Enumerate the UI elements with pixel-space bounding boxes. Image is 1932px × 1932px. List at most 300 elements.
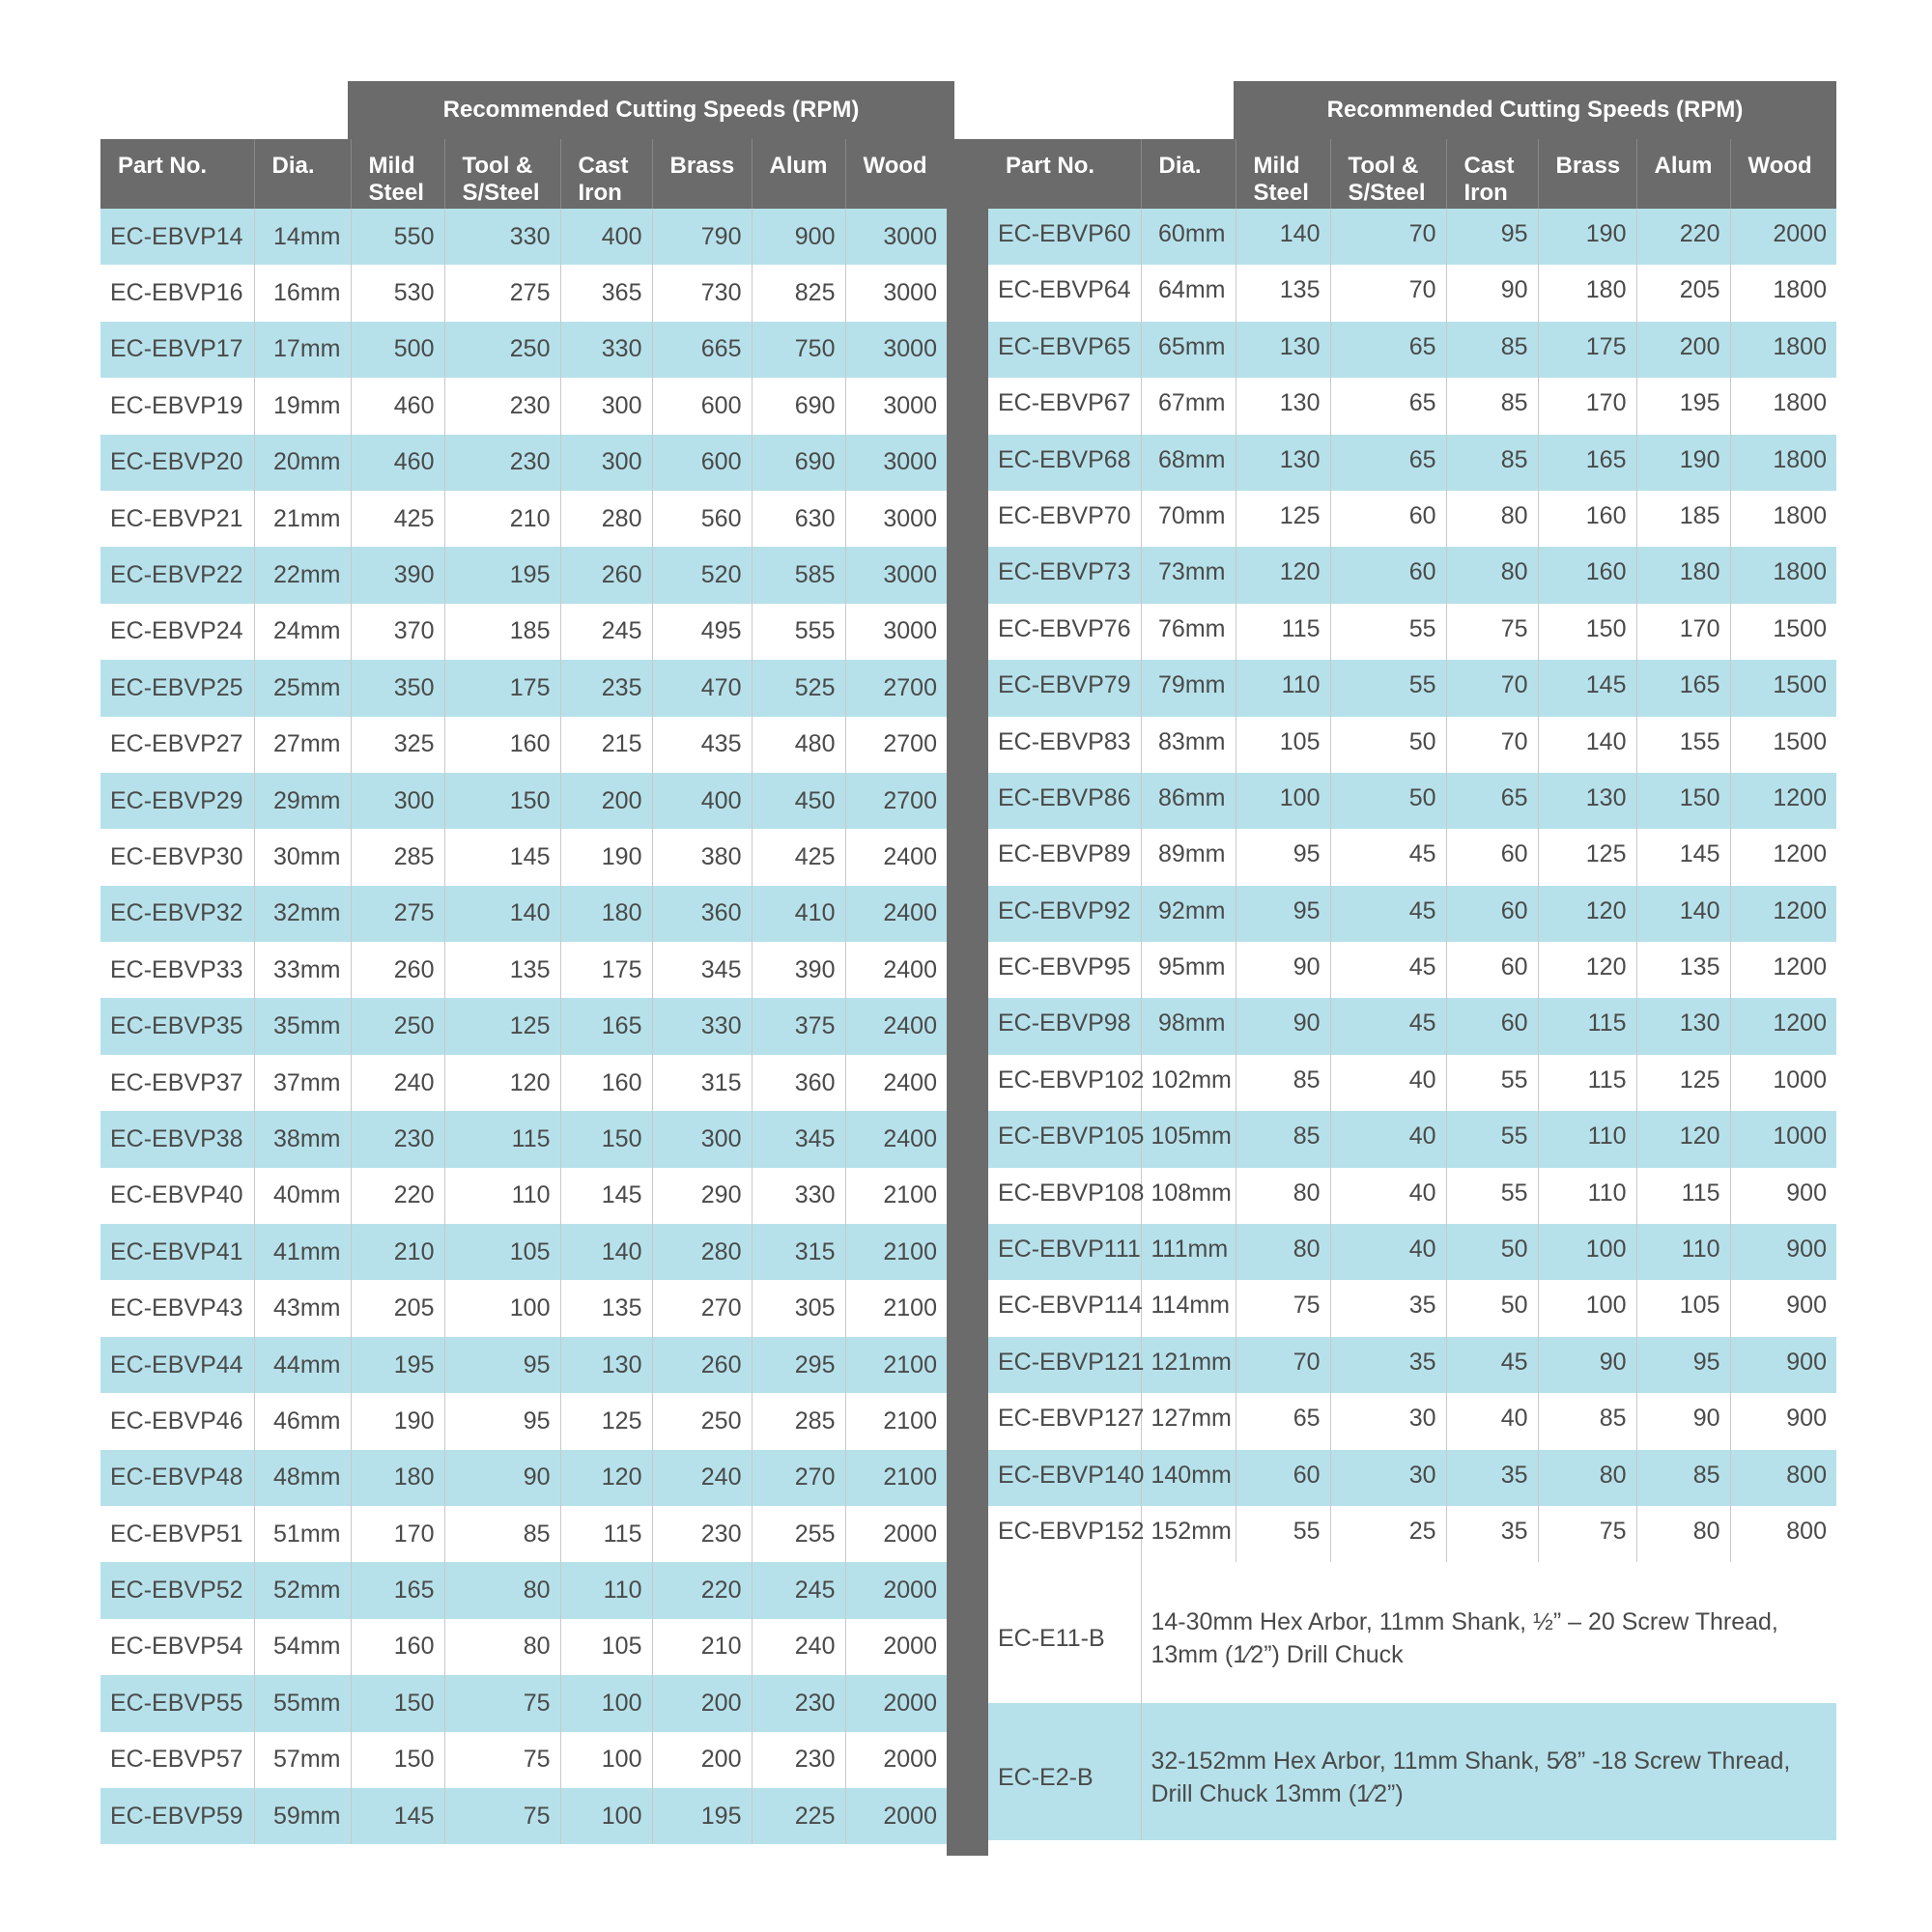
- cell-dia: 19mm: [254, 378, 351, 434]
- cell-alum: 410: [752, 886, 845, 942]
- cell-tool-steel: 150: [444, 773, 560, 829]
- cell-cast-iron: 300: [560, 378, 652, 434]
- cell-alum: 900: [752, 209, 845, 265]
- cell-part-no: EC-EBVP86: [988, 773, 1141, 829]
- table-row: [100, 265, 947, 321]
- cell-brass: 125: [1538, 829, 1636, 885]
- cell-brass: 665: [652, 322, 752, 378]
- cell-mild-steel: 260: [351, 942, 444, 998]
- cell-alum: 245: [752, 1562, 845, 1618]
- cell-tool-steel: 65: [1330, 378, 1446, 434]
- cell-tool-steel: 95: [444, 1337, 560, 1393]
- cell-tool-steel: 140: [444, 886, 560, 942]
- cell-part-no: EC-EBVP140: [988, 1450, 1141, 1506]
- cell-cast-iron: 60: [1446, 829, 1538, 885]
- table-row: [100, 1055, 947, 1111]
- cell-cast-iron: 180: [560, 886, 652, 942]
- column-header-row: [100, 139, 947, 209]
- cell-alum: 305: [752, 1280, 845, 1336]
- cell-mild-steel: 550: [351, 209, 444, 265]
- cell-wood: 3000: [845, 378, 947, 434]
- cell-part-no: EC-EBVP64: [998, 276, 1131, 304]
- cell-cast-iron: 330: [560, 322, 652, 378]
- cell-wood: 1800: [1730, 265, 1836, 321]
- cell-brass: 600: [652, 435, 752, 491]
- table-row: [988, 1450, 1836, 1506]
- cell-brass: 115: [1538, 1055, 1636, 1111]
- table-row: [100, 322, 947, 378]
- cell-dia: 76mm: [1141, 604, 1236, 660]
- cell-dia: 95mm: [1141, 942, 1236, 998]
- column-header-alum: Alum: [1636, 139, 1730, 209]
- cell-mild-steel: 85: [1236, 1055, 1330, 1111]
- cell-brass: 175: [1538, 322, 1636, 378]
- cell-mild-steel: 120: [1236, 547, 1330, 603]
- cell-part-no: EC-EBVP19: [110, 391, 243, 419]
- cell-alum: 825: [752, 265, 845, 321]
- table-row: [988, 660, 1836, 716]
- cell-brass: 210: [652, 1619, 752, 1675]
- cell-wood: 2400: [845, 886, 947, 942]
- cell-wood: 2400: [845, 942, 947, 998]
- cell-part-no: EC-EBVP32: [100, 886, 254, 942]
- cell-mild-steel: 195: [351, 1337, 444, 1393]
- cell-cast-iron: 55: [1446, 1168, 1538, 1224]
- column-header-alum: Alum: [752, 139, 845, 209]
- cell-tool-steel: 40: [1330, 1055, 1446, 1111]
- cell-dia: 70mm: [1141, 491, 1236, 547]
- cell-tool-steel: 330: [444, 209, 560, 265]
- cell-part-no: EC-EBVP29: [100, 773, 254, 829]
- cell-wood: 900: [1730, 1337, 1836, 1393]
- table-row: [988, 322, 1836, 378]
- cell-alum: 360: [752, 1055, 845, 1111]
- cell-brass: 400: [652, 773, 752, 829]
- cell-alum: 140: [1636, 886, 1730, 942]
- cell-cast-iron: 100: [560, 1732, 652, 1788]
- cell-alum: 200: [1636, 322, 1730, 378]
- cell-mild-steel: 205: [351, 1280, 444, 1336]
- cell-mild-steel: 60: [1236, 1450, 1330, 1506]
- cell-wood: 1200: [1730, 998, 1836, 1054]
- cell-tool-steel: 45: [1330, 886, 1446, 942]
- table-row: [100, 1562, 947, 1618]
- cell-wood: 1200: [1730, 829, 1836, 885]
- cell-brass: 300: [652, 1111, 752, 1167]
- cell-brass: 495: [652, 604, 752, 660]
- cell-brass: 470: [652, 660, 752, 716]
- cell-mild-steel: 170: [351, 1506, 444, 1562]
- cell-part-no: EC-EBVP48: [100, 1450, 254, 1506]
- cell-cast-iron: 165: [560, 998, 652, 1054]
- cell-cast-iron: 60: [1446, 942, 1538, 998]
- cell-dia: 37mm: [254, 1055, 351, 1111]
- cell-mild-steel: 150: [351, 1675, 444, 1731]
- cell-alum: 185: [1636, 491, 1730, 547]
- cell-tool-steel: 230: [444, 378, 560, 434]
- cell-brass: 330: [652, 998, 752, 1054]
- column-header-tool-steel: Tool & S/Steel: [444, 139, 560, 209]
- cell-alum: 95: [1636, 1337, 1730, 1393]
- cell-tool-steel: 30: [1330, 1393, 1446, 1449]
- cell-brass: 190: [1538, 209, 1636, 265]
- cell-mild-steel: 220: [351, 1168, 444, 1224]
- table-row: [988, 1168, 1836, 1224]
- table-row: [988, 435, 1836, 491]
- table-row: [988, 1224, 1836, 1280]
- cell-alum: 190: [1636, 435, 1730, 491]
- cell-dia: 43mm: [254, 1280, 351, 1336]
- cell-cast-iron: 120: [560, 1450, 652, 1506]
- cell-mild-steel: 285: [351, 829, 444, 885]
- table-row: [100, 491, 947, 547]
- cell-dia: 68mm: [1141, 435, 1236, 491]
- cell-tool-steel: 275: [444, 265, 560, 321]
- cell-dia: 41mm: [254, 1224, 351, 1280]
- cell-wood: 1800: [1730, 322, 1836, 378]
- cell-part-no: EC-EBVP102: [998, 1065, 1145, 1094]
- cell-part-no: EC-EBVP111: [988, 1224, 1141, 1280]
- column-header-brass: Brass: [652, 139, 752, 209]
- cell-part-no: EC-EBVP41: [100, 1224, 254, 1280]
- cell-dia: 127mm: [1141, 1393, 1236, 1449]
- cell-tool-steel: 160: [444, 717, 560, 773]
- cell-alum: 345: [752, 1111, 845, 1167]
- cell-alum: 105: [1636, 1280, 1730, 1336]
- cell-tool-steel: 185: [444, 604, 560, 660]
- cell-brass: 100: [1538, 1224, 1636, 1280]
- table-row: [100, 1506, 947, 1562]
- cell-tool-steel: 80: [444, 1619, 560, 1675]
- cell-wood: 1200: [1730, 773, 1836, 829]
- cell-tool-steel: 70: [1330, 265, 1446, 321]
- cell-cast-iron: 125: [560, 1393, 652, 1449]
- cell-cast-iron: 70: [1446, 717, 1538, 773]
- cell-mild-steel: 460: [351, 378, 444, 434]
- cell-mild-steel: 370: [351, 604, 444, 660]
- table-row: [100, 1224, 947, 1280]
- table-row: [988, 491, 1836, 547]
- cell-alum: 205: [1636, 265, 1730, 321]
- cell-dia: 89mm: [1141, 829, 1236, 885]
- cell-cast-iron: 365: [560, 265, 652, 321]
- cell-tool-steel: 55: [1330, 604, 1446, 660]
- cell-cast-iron: 130: [560, 1337, 652, 1393]
- table-row: [100, 1280, 947, 1336]
- cell-alum: 90: [1636, 1393, 1730, 1449]
- cell-part-no: EC-EBVP73: [988, 547, 1141, 603]
- cell-part-no: EC-EBVP16: [110, 279, 243, 307]
- cell-part-no: EC-EBVP40: [110, 1181, 243, 1209]
- cell-wood: 2700: [845, 660, 947, 716]
- cell-alum: 425: [752, 829, 845, 885]
- cell-cast-iron: 260: [560, 547, 652, 603]
- cell-brass: 115: [1538, 998, 1636, 1054]
- cell-brass: 240: [652, 1450, 752, 1506]
- cell-brass: 560: [652, 491, 752, 547]
- cell-brass: 160: [1538, 547, 1636, 603]
- cell-tool-steel: 90: [444, 1450, 560, 1506]
- cell-mild-steel: 145: [351, 1788, 444, 1844]
- cell-cast-iron: 50: [1446, 1224, 1538, 1280]
- cell-alum: 195: [1636, 378, 1730, 434]
- cell-cast-iron: 135: [560, 1280, 652, 1336]
- cell-wood: 1200: [1730, 886, 1836, 942]
- cell-brass: 140: [1538, 717, 1636, 773]
- cell-wood: 1800: [1730, 435, 1836, 491]
- cell-tool-steel: 110: [444, 1168, 560, 1224]
- cell-part-no: EC-EBVP105: [988, 1111, 1141, 1167]
- cell-tool-steel: 80: [444, 1562, 560, 1618]
- cell-tool-steel: 60: [1330, 491, 1446, 547]
- table-row: [988, 942, 1836, 998]
- cell-tool-steel: 105: [444, 1224, 560, 1280]
- column-header-part-no: Part No.: [988, 139, 1141, 209]
- cell-wood: 900: [1730, 1168, 1836, 1224]
- table-row: [100, 660, 947, 716]
- cell-mild-steel: 130: [1236, 378, 1330, 434]
- cell-part-no: EC-EBVP37: [110, 1068, 243, 1096]
- cell-brass: 200: [652, 1675, 752, 1731]
- table-row: [100, 1788, 947, 1844]
- cell-part-no: EC-EBVP65: [988, 322, 1141, 378]
- cell-cast-iron: 35: [1446, 1506, 1538, 1562]
- cell-tool-steel: 45: [1330, 998, 1446, 1054]
- cell-dia: 57mm: [254, 1732, 351, 1788]
- cell-part-no: EC-EBVP79: [988, 660, 1141, 716]
- arbor-row: [988, 1562, 1836, 1703]
- cell-cast-iron: 160: [560, 1055, 652, 1111]
- cell-brass: 270: [652, 1280, 752, 1336]
- table-row: [988, 547, 1836, 603]
- cell-part-no: EC-EBVP89: [998, 840, 1131, 868]
- cell-cast-iron: 85: [1446, 435, 1538, 491]
- cell-part-no: EC-EBVP51: [110, 1520, 243, 1548]
- cell-alum: 480: [752, 717, 845, 773]
- cell-dia: 27mm: [254, 717, 351, 773]
- table-row: [100, 773, 947, 829]
- cell-part-no: EC-EBVP20: [100, 435, 254, 491]
- cell-wood: 2100: [845, 1280, 947, 1336]
- cell-alum: 165: [1636, 660, 1730, 716]
- arbor-part-no: EC-E11-B: [998, 1625, 1105, 1653]
- cell-cast-iron: 80: [1446, 547, 1538, 603]
- cell-cast-iron: 70: [1446, 660, 1538, 716]
- cell-dia: 55mm: [254, 1675, 351, 1731]
- cell-tool-steel: 95: [444, 1393, 560, 1449]
- column-header-wood: Wood: [1730, 139, 1836, 209]
- cell-tool-steel: 250: [444, 322, 560, 378]
- cell-brass: 160: [1538, 491, 1636, 547]
- cell-mild-steel: 425: [351, 491, 444, 547]
- cell-cast-iron: 300: [560, 435, 652, 491]
- cell-alum: 135: [1636, 942, 1730, 998]
- cell-tool-steel: 100: [444, 1280, 560, 1336]
- cell-part-no: EC-EBVP76: [998, 614, 1131, 642]
- table-row: [100, 1168, 947, 1224]
- cell-tool-steel: 75: [444, 1788, 560, 1844]
- arbor-row: [988, 1703, 1836, 1840]
- column-header-part-no: Part No.: [100, 139, 254, 209]
- table-row: [988, 378, 1836, 434]
- cell-wood: 2000: [845, 1732, 947, 1788]
- cell-dia: 98mm: [1141, 998, 1236, 1054]
- cell-wood: 1000: [1730, 1055, 1836, 1111]
- cell-dia: 60mm: [1141, 209, 1236, 265]
- cell-wood: 2000: [845, 1506, 947, 1562]
- cell-mild-steel: 300: [351, 773, 444, 829]
- column-header-mild-steel: Mild Steel: [1236, 139, 1330, 209]
- cell-wood: 1800: [1730, 491, 1836, 547]
- table-row: [100, 209, 947, 265]
- cell-wood: 3000: [845, 209, 947, 265]
- cell-brass: 250: [652, 1393, 752, 1449]
- cell-alum: 690: [752, 435, 845, 491]
- cell-cast-iron: 75: [1446, 604, 1538, 660]
- cell-tool-steel: 70: [1330, 209, 1446, 265]
- cell-tool-steel: 120: [444, 1055, 560, 1111]
- cell-brass: 435: [652, 717, 752, 773]
- cell-mild-steel: 125: [1236, 491, 1330, 547]
- column-header-wood: Wood: [845, 139, 947, 209]
- column-header-dia: Dia.: [1141, 139, 1236, 209]
- cell-alum: 270: [752, 1450, 845, 1506]
- table-row: [100, 829, 947, 885]
- table-row: [988, 1337, 1836, 1393]
- table-row: [988, 886, 1836, 942]
- arbor-part-no: EC-E2-B: [988, 1703, 1141, 1840]
- cell-part-no: EC-EBVP38: [100, 1111, 254, 1167]
- cell-mild-steel: 80: [1236, 1168, 1330, 1224]
- cell-part-no: EC-EBVP98: [988, 998, 1141, 1054]
- cell-brass: 280: [652, 1224, 752, 1280]
- cell-wood: 2400: [845, 829, 947, 885]
- table-row: [988, 717, 1836, 773]
- table-row: [100, 604, 947, 660]
- cell-alum: 225: [752, 1788, 845, 1844]
- cell-dia: 59mm: [254, 1788, 351, 1844]
- cell-wood: 3000: [845, 265, 947, 321]
- cell-dia: 111mm: [1141, 1224, 1236, 1280]
- cell-tool-steel: 30: [1330, 1450, 1446, 1506]
- cell-mild-steel: 100: [1236, 773, 1330, 829]
- cell-wood: 2000: [845, 1562, 947, 1618]
- cell-wood: 2400: [845, 1055, 947, 1111]
- cell-cast-iron: 85: [1446, 322, 1538, 378]
- cell-alum: 220: [1636, 209, 1730, 265]
- cell-tool-steel: 35: [1330, 1337, 1446, 1393]
- column-header-dia: Dia.: [254, 139, 351, 209]
- cell-mild-steel: 460: [351, 435, 444, 491]
- cell-alum: 255: [752, 1506, 845, 1562]
- cell-mild-steel: 275: [351, 886, 444, 942]
- cell-brass: 260: [652, 1337, 752, 1393]
- cell-part-no: EC-EBVP30: [110, 842, 243, 870]
- cell-alum: 525: [752, 660, 845, 716]
- cell-alum: 115: [1636, 1168, 1730, 1224]
- cell-alum: 690: [752, 378, 845, 434]
- cell-dia: 102mm: [1141, 1055, 1236, 1111]
- cell-wood: 2100: [845, 1337, 947, 1393]
- cell-dia: 152mm: [1141, 1506, 1236, 1562]
- cell-part-no: EC-EBVP59: [100, 1788, 254, 1844]
- cell-wood: 3000: [845, 604, 947, 660]
- cell-brass: 520: [652, 547, 752, 603]
- cell-part-no: EC-EBVP27: [110, 730, 243, 758]
- arbor-description: 14-30mm Hex Arbor, 11mm Shank, ½” – 20 Screw Thread, 13mm (1⁄2”) Drill Chuck: [1141, 1562, 1836, 1703]
- cell-brass: 220: [652, 1562, 752, 1618]
- cell-cast-iron: 105: [560, 1619, 652, 1675]
- cell-alum: 180: [1636, 547, 1730, 603]
- cell-wood: 900: [1730, 1280, 1836, 1336]
- cell-alum: 155: [1636, 717, 1730, 773]
- cell-part-no: EC-EBVP33: [110, 955, 243, 983]
- table-row: [100, 378, 947, 434]
- cell-mild-steel: 390: [351, 547, 444, 603]
- cell-dia: 73mm: [1141, 547, 1236, 603]
- cell-wood: 800: [1730, 1450, 1836, 1506]
- cell-cast-iron: 145: [560, 1168, 652, 1224]
- cell-dia: 14mm: [254, 209, 351, 265]
- cell-wood: 1500: [1730, 717, 1836, 773]
- cell-part-no: EC-EBVP57: [110, 1746, 243, 1774]
- cell-tool-steel: 210: [444, 491, 560, 547]
- cell-alum: 585: [752, 547, 845, 603]
- cell-dia: 21mm: [254, 491, 351, 547]
- cell-dia: 29mm: [254, 773, 351, 829]
- cell-brass: 120: [1538, 886, 1636, 942]
- cell-mild-steel: 325: [351, 717, 444, 773]
- cell-alum: 295: [752, 1337, 845, 1393]
- table-row: [100, 547, 947, 603]
- cell-part-no: EC-EBVP92: [988, 886, 1141, 942]
- cell-brass: 130: [1538, 773, 1636, 829]
- cell-brass: 90: [1538, 1337, 1636, 1393]
- cell-wood: 2000: [1730, 209, 1836, 265]
- cell-part-no: EC-EBVP25: [100, 660, 254, 716]
- cell-alum: 375: [752, 998, 845, 1054]
- cell-brass: 200: [652, 1732, 752, 1788]
- cell-tool-steel: 125: [444, 998, 560, 1054]
- cell-alum: 125: [1636, 1055, 1730, 1111]
- cell-tool-steel: 135: [444, 942, 560, 998]
- table-row: [100, 435, 947, 491]
- cell-alum: 110: [1636, 1224, 1730, 1280]
- cell-alum: 230: [752, 1675, 845, 1731]
- cell-cast-iron: 280: [560, 491, 652, 547]
- cell-dia: 65mm: [1141, 322, 1236, 378]
- cell-mild-steel: 240: [351, 1055, 444, 1111]
- table-row: [100, 1675, 947, 1731]
- cell-dia: 51mm: [254, 1506, 351, 1562]
- cell-alum: 240: [752, 1619, 845, 1675]
- cell-mild-steel: 110: [1236, 660, 1330, 716]
- cell-part-no: EC-EBVP21: [110, 504, 243, 532]
- cell-wood: 1000: [1730, 1111, 1836, 1167]
- cell-dia: 114mm: [1141, 1280, 1236, 1336]
- cell-tool-steel: 75: [444, 1675, 560, 1731]
- cell-dia: 16mm: [254, 265, 351, 321]
- cell-wood: 2400: [845, 1111, 947, 1167]
- cell-part-no: EC-EBVP24: [110, 617, 243, 645]
- table-row: [988, 265, 1836, 321]
- cell-brass: 110: [1538, 1111, 1636, 1167]
- cell-alum: 630: [752, 491, 845, 547]
- cell-brass: 290: [652, 1168, 752, 1224]
- cell-mild-steel: 250: [351, 998, 444, 1054]
- cell-brass: 730: [652, 265, 752, 321]
- cell-part-no: EC-EBVP46: [110, 1406, 243, 1435]
